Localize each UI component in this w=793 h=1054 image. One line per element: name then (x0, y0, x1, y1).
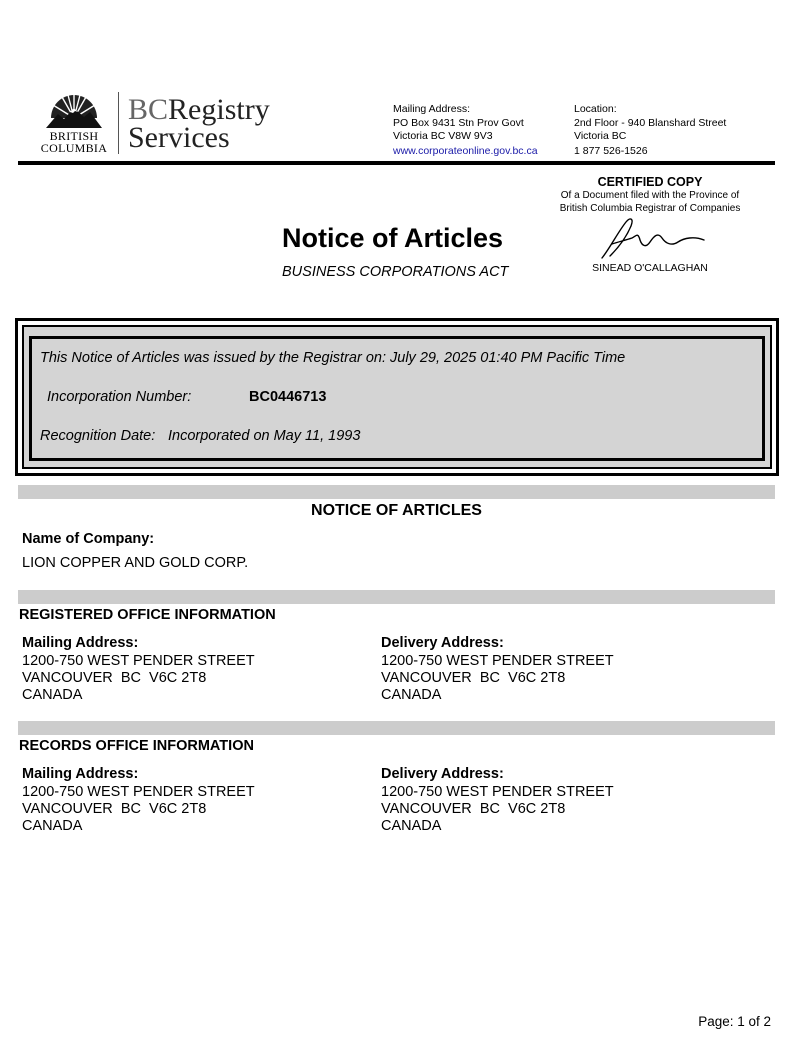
mailing-address-line: PO Box 9431 Stn Prov Govt (393, 116, 524, 129)
issued-statement: This Notice of Articles was issued by the Registrar on: July 29, 2025 01:40 PM Pacific Time (40, 350, 626, 366)
notice-heading: NOTICE OF ARTICLES (311, 502, 482, 519)
location-line: Victoria BC (574, 130, 627, 142)
address-line: CANADA (381, 818, 442, 834)
recognition-date-value: Incorporated on May 11, 1993 (168, 428, 361, 444)
address-line: CANADA (381, 687, 442, 703)
company-name: LION COPPER AND GOLD CORP. (22, 555, 249, 571)
recognition-date-label: Recognition Date: (40, 428, 156, 444)
province-wordmark: BRITISH COLUMBIA (40, 129, 108, 155)
bc-registry-logo (36, 90, 276, 160)
signer-name: SINEAD O'CALLAGHAN (592, 262, 708, 274)
document-subtitle: BUSINESS CORPORATIONS ACT (282, 264, 509, 280)
location-label: Location: (574, 103, 617, 115)
header-rule (18, 161, 775, 165)
address-line: 1200-750 WEST PENDER STREET (381, 653, 614, 669)
address-line: 1200-750 WEST PENDER STREET (381, 784, 614, 800)
mailing-address-block (393, 103, 538, 158)
document-title: Notice of Articles (282, 223, 504, 253)
issuance-info-box (15, 318, 779, 476)
signature-image (596, 214, 708, 262)
incorporation-number-label: Incorporation Number: (47, 389, 192, 405)
location-block (574, 103, 726, 158)
location-line: 2nd Floor - 940 Blanshard Street (574, 116, 727, 129)
certified-copy-line: Of a Document filed with the Province of (560, 190, 740, 201)
mailing-address-label: Mailing Address: (393, 103, 471, 115)
address-line: CANADA (22, 687, 83, 703)
corporate-online-link[interactable]: www.corporateonline.gov.bc.ca (393, 144, 538, 157)
registered-mailing-address (22, 653, 255, 704)
registered-mailing-label: Mailing Address: (22, 635, 139, 651)
registered-delivery-label: Delivery Address: (381, 635, 504, 651)
certified-copy-line: British Columbia Registrar of Companies (559, 203, 741, 214)
address-line: 1200-750 WEST PENDER STREET (22, 653, 255, 669)
registered-office-heading: REGISTERED OFFICE INFORMATION (19, 607, 276, 623)
address-line: VANCOUVER BC V6C 2T8 (381, 670, 566, 686)
address-line: VANCOUVER BC V6C 2T8 (381, 801, 566, 817)
sunrise-mountains-icon (44, 90, 104, 128)
certified-copy-title: CERTIFIED COPY (597, 175, 703, 189)
records-office-heading: RECORDS OFFICE INFORMATION (19, 738, 254, 754)
mailing-address-line: Victoria BC V8W 9V3 (393, 130, 493, 142)
company-name-label: Name of Company: (22, 531, 155, 547)
address-line: CANADA (22, 818, 83, 834)
location-phone: 1 877 526-1526 (574, 144, 648, 157)
section-band (18, 590, 775, 604)
records-delivery-address (381, 784, 614, 835)
page-number: Page: 1 of 2 (698, 1014, 771, 1029)
records-mailing-address (22, 784, 255, 835)
records-delivery-label: Delivery Address: (381, 766, 504, 782)
address-line: VANCOUVER BC V6C 2T8 (22, 801, 207, 817)
registry-services-wordmark: BCRegistry Services (128, 93, 270, 154)
registered-delivery-address (381, 653, 614, 704)
certified-copy-block (545, 175, 755, 215)
section-band (18, 485, 775, 499)
incorporation-number: BC0446713 (249, 389, 327, 405)
address-line: VANCOUVER BC V6C 2T8 (22, 670, 207, 686)
section-band (18, 721, 775, 735)
address-line: 1200-750 WEST PENDER STREET (22, 784, 255, 800)
records-mailing-label: Mailing Address: (22, 766, 139, 782)
logo-divider (118, 92, 119, 154)
